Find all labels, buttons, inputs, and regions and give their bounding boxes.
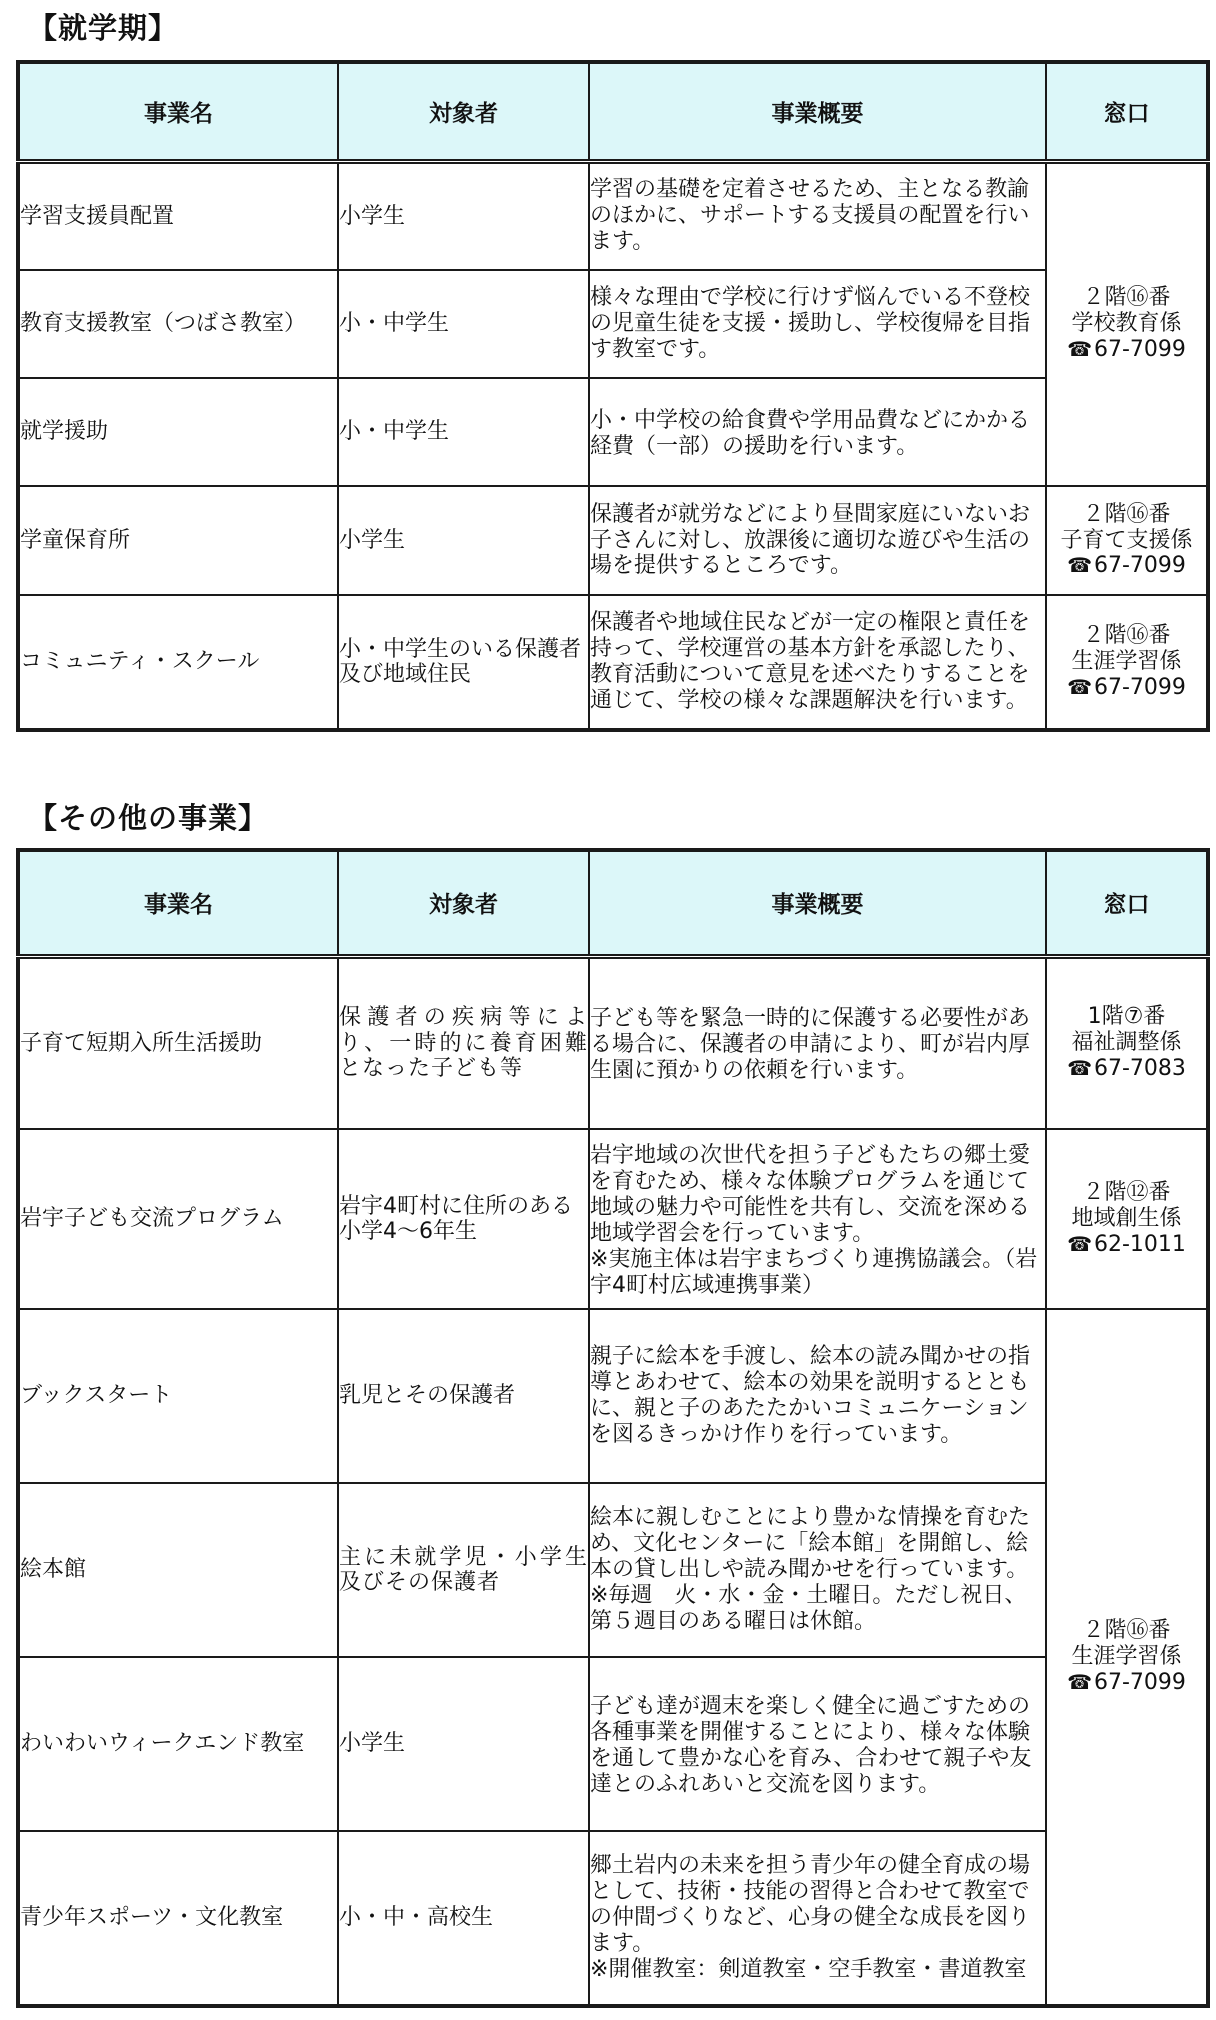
- phone-icon: ☎: [1067, 337, 1092, 362]
- phone-icon: ☎: [1067, 674, 1092, 699]
- contact-dept: 地域創生係: [1071, 1206, 1182, 1232]
- contact-cell: [1046, 161, 1208, 486]
- contact-tel: 62-1011: [1094, 1231, 1186, 1257]
- table-row: [18, 1831, 1208, 2006]
- table-row: [18, 1129, 1208, 1309]
- program-target: 小学生: [338, 486, 589, 595]
- program-target: 乳児とその保護者: [338, 1309, 589, 1483]
- contact-tel: 67-7099: [1094, 553, 1186, 579]
- program-target: 小・中学生のいる保護者及び地域住民: [338, 595, 589, 730]
- program-desc: 保護者が就労などにより昼間家庭にいないお子さんに対し、放課後に適切な遊びや生活の場を提供するところです。: [589, 486, 1046, 595]
- col-header-name: 事業名: [18, 850, 338, 956]
- program-name: 就学援助: [18, 378, 338, 486]
- program-note: ※開催教室：剣道教室・空手教室・書道教室: [590, 1956, 1027, 1982]
- contact-floor: ２階⑯番: [1082, 623, 1171, 649]
- program-note: ※実施主体は岩宇まちづくり連携協議会。（岩宇4町村広域連携事業）: [590, 1246, 1038, 1298]
- contact-dept: 福祉調整係: [1071, 1030, 1182, 1056]
- phone-icon: ☎: [1067, 1056, 1092, 1081]
- program-desc-cell: [589, 1831, 1046, 2006]
- program-name: 岩宇子ども交流プログラム: [18, 1129, 338, 1309]
- program-name: 学童保育所: [18, 486, 338, 595]
- program-target: 保護者の疾病等により、一時的に養育困難となった子ども等: [338, 956, 589, 1129]
- contact-dept: 生涯学習係: [1071, 649, 1182, 675]
- phone-icon: ☎: [1067, 1231, 1092, 1256]
- program-desc: 絵本に親しむことにより豊かな情操を育むため、文化センターに「絵本館」を開館し、絵本の貸し出しや読み聞かせを行っています。: [590, 1505, 1031, 1583]
- program-name: 青少年スポーツ・文化教室: [18, 1831, 338, 2006]
- program-target: 岩宇4町村に住所のある小学4～6年生: [338, 1129, 589, 1309]
- program-name: コミュニティ・スクール: [18, 595, 338, 730]
- program-target: 小・中学生: [338, 270, 589, 378]
- program-name: ブックスタート: [18, 1309, 338, 1483]
- contact-cell: [1046, 1129, 1208, 1309]
- contact-floor: ２階⑯番: [1082, 501, 1171, 527]
- phone-icon: ☎: [1067, 553, 1092, 578]
- contact-tel: 67-7099: [1094, 1669, 1186, 1695]
- program-desc: 学習の基礎を定着させるため、主となる教諭のほかに、サポートする支援員の配置を行います。: [589, 161, 1046, 270]
- table-row: [18, 378, 1208, 486]
- table-row: [18, 270, 1208, 378]
- contact-tel: 67-7099: [1094, 337, 1186, 363]
- program-name: 学習支援員配置: [18, 161, 338, 270]
- program-name: 教育支援教室（つばさ教室）: [18, 270, 338, 378]
- contact-tel: 67-7099: [1094, 674, 1186, 700]
- program-desc: 郷土岩内の未来を担う青少年の健全育成の場として、技術・技能の習得と合わせて教室での仲間づくりなど、心身の健全な成長を図ります。: [590, 1853, 1031, 1956]
- program-target: 小学生: [338, 161, 589, 270]
- col-header-contact: 窓口: [1046, 850, 1208, 956]
- contact-dept: 子育て支援係: [1060, 527, 1193, 553]
- program-target: 小・中学生: [338, 378, 589, 486]
- col-header-desc: 事業概要: [589, 850, 1046, 956]
- program-target: 小学生: [338, 1657, 589, 1831]
- program-desc: 小・中学校の給食費や学用品費などにかかる経費（一部）の援助を行います。: [589, 378, 1046, 486]
- contact-floor: ２階⑯番: [1082, 1618, 1171, 1644]
- program-desc: 親子に絵本を手渡し、絵本の読み聞かせの指導とあわせて、絵本の効果を説明するとともに、親と子のあたたかいコミュニケーションを図るきっかけ作りを行っています。: [589, 1309, 1046, 1483]
- program-name: 子育て短期入所生活援助: [18, 956, 338, 1129]
- contact-dept: 学校教育係: [1071, 311, 1182, 337]
- contact-cell: [1046, 956, 1208, 1129]
- col-header-target: 対象者: [338, 62, 589, 161]
- col-header-desc: 事業概要: [589, 62, 1046, 161]
- table-row: [18, 1483, 1208, 1657]
- table-row: [18, 956, 1208, 1129]
- program-desc: 岩宇地域の次世代を担う子どもたちの郷土愛を育むため、様々な体験プログラムを通じて地域の魅力や可能性を共有し、交流を深める地域学習会を行っています。: [590, 1143, 1031, 1246]
- program-desc: 保護者や地域住民などが一定の権限と責任を持って、学校運営の基本方針を承認したり、教育活動について意見を述べたりすることを通じて、学校の様々な課題解決を行います。: [589, 595, 1046, 730]
- program-desc-cell: [589, 1483, 1046, 1657]
- table-row: [18, 486, 1208, 595]
- contact-floor: ２階⑫番: [1082, 1180, 1171, 1206]
- table-row: [18, 595, 1208, 730]
- section-title-other: 【その他の事業】: [28, 801, 269, 835]
- col-header-contact: 窓口: [1046, 62, 1208, 161]
- table-row: [18, 1657, 1208, 1831]
- table-other: [16, 848, 1210, 2008]
- col-header-target: 対象者: [338, 850, 589, 956]
- program-desc: 子ども等を緊急一時的に保護する必要性がある場合に、保護者の申請により、町が岩内厚生園に預かりの依頼を行います。: [589, 956, 1046, 1129]
- contact-cell: [1046, 486, 1208, 595]
- program-desc: 子ども達が週末を楽しく健全に過ごすための各種事業を開催することにより、様々な体験を通して豊かな心を育み、合わせて親子や友達とのふれあいと交流を図ります。: [589, 1657, 1046, 1831]
- contact-dept: 生涯学習係: [1071, 1644, 1182, 1670]
- program-target: 主に未就学児・小学生及びその保護者: [338, 1483, 589, 1657]
- contact-tel: 67-7083: [1094, 1056, 1186, 1082]
- table-row: [18, 161, 1208, 270]
- program-desc-cell: [589, 1129, 1046, 1309]
- contact-cell: [1046, 1309, 1208, 2006]
- program-name: 絵本館: [18, 1483, 338, 1657]
- program-note: ※毎週 火・水・金・土曜日。ただし祝日、第５週目のある曜日は休館。: [590, 1582, 1027, 1634]
- table-shugakuki: [16, 60, 1210, 732]
- program-name: わいわいウィークエンド教室: [18, 1657, 338, 1831]
- contact-floor: 1階⑦番: [1087, 1004, 1166, 1030]
- section-title-shugakuki: 【就学期】: [28, 11, 179, 45]
- contact-floor: ２階⑯番: [1082, 285, 1171, 311]
- contact-cell: [1046, 595, 1208, 730]
- program-target: 小・中・高校生: [338, 1831, 589, 2006]
- program-desc: 様々な理由で学校に行けず悩んでいる不登校の児童生徒を支援・援助し、学校復帰を目指す教室です。: [589, 270, 1046, 378]
- col-header-name: 事業名: [18, 62, 338, 161]
- phone-icon: ☎: [1067, 1669, 1092, 1694]
- table-row: [18, 1309, 1208, 1483]
